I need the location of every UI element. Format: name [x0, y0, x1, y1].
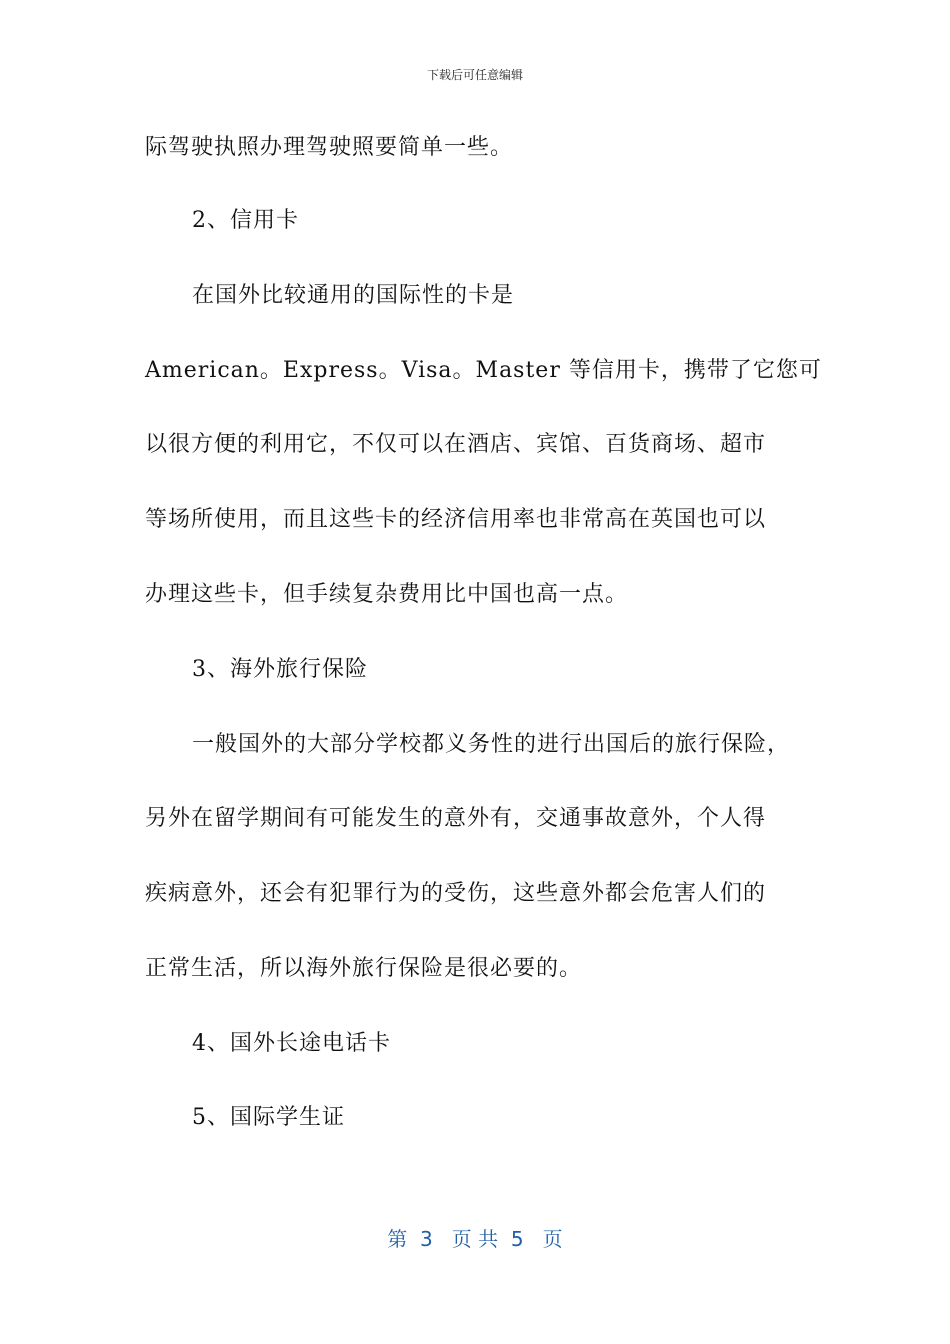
section-heading-student-card: 5、国际学生证	[192, 1105, 345, 1130]
paragraph-line: 等场所使用，而且这些卡的经济信用率也非常高在英国也可以	[145, 507, 767, 532]
paragraph-line: 一般国外的大部分学校都义务性的进行出国后的旅行保险，	[192, 732, 791, 757]
paragraph-line: 疾病意外，还会有犯罪行为的受伤，这些意外都会危害人们的	[145, 881, 767, 906]
paragraph-line: American。Express。Visa。Master 等信用卡，携带了它您可	[145, 358, 822, 383]
section-heading-phone-card: 4、国外长途电话卡	[192, 1031, 391, 1056]
paragraph-line: 另外在留学期间有可能发生的意外有，交通事故意外，个人得	[145, 806, 767, 831]
paragraph-line: 办理这些卡，但手续复杂费用比中国也高一点。	[145, 582, 629, 607]
paragraph-line: 在国外比较通用的国际性的卡是	[192, 283, 515, 308]
page-number-footer: 第 3 页 共 5 页	[387, 1227, 563, 1251]
section-heading-travel-insurance: 3、海外旅行保险	[192, 657, 368, 682]
page-header-note: 下载后可任意编辑	[426, 68, 523, 82]
paragraph-line: 以很方便的利用它，不仅可以在酒店、宾馆、百货商场、超市	[145, 432, 767, 457]
section-heading-credit-card: 2、信用卡	[192, 208, 299, 233]
paragraph-line: 正常生活，所以海外旅行保险是很必要的。	[145, 956, 583, 981]
paragraph-line: 际驾驶执照办理驾驶照要简单一些。	[145, 135, 514, 160]
